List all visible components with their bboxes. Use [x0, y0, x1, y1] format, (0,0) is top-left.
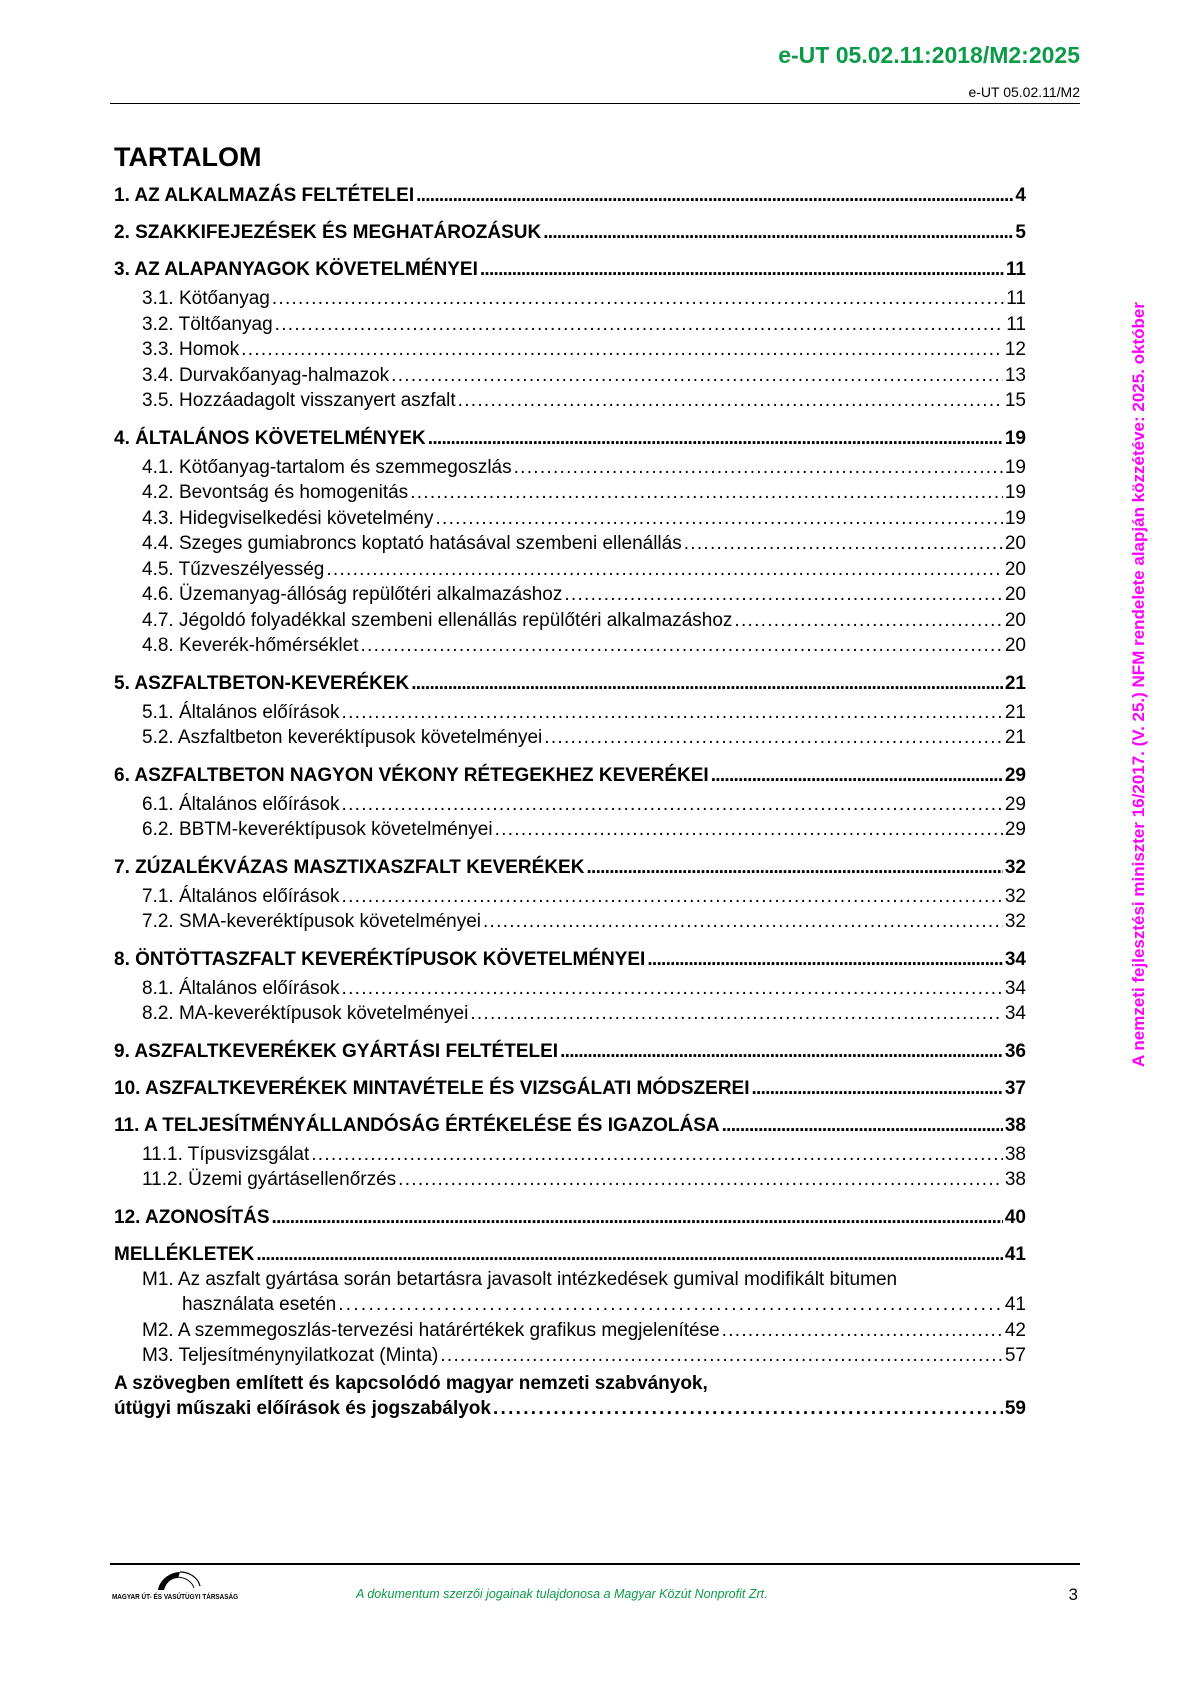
- table-of-contents: [114, 140, 1026, 1422]
- toc-entry-label: M3. Teljesítménynyilatkozat (Minta): [142, 1345, 439, 1366]
- dot-leader: [338, 1292, 1003, 1318]
- toc-entry-label: 6.2. BBTM-keveréktípusok követelményei: [142, 819, 493, 840]
- toc-entry-page: 11: [1005, 259, 1026, 280]
- toc-entry-page: 19: [1004, 482, 1026, 503]
- toc-subsection[interactable]: [114, 976, 1026, 1002]
- toc-subsection[interactable]: [114, 608, 1026, 634]
- dot-leader: [752, 1077, 1003, 1101]
- toc-subsection[interactable]: [114, 455, 1026, 481]
- toc-entry-label: 3.4. Durvakőanyag-halmazok: [142, 364, 390, 386]
- toc-subsection[interactable]: [114, 817, 1026, 843]
- toc-entry-label: 4.3. Hidegviselkedési követelmény: [142, 507, 434, 529]
- toc-entry-page: 20: [1004, 558, 1026, 580]
- dot-leader: [470, 1001, 1003, 1027]
- toc-annex-m1[interactable]: [114, 1267, 1026, 1318]
- toc-entry-page: 59: [1004, 1398, 1026, 1419]
- toc-entry-label: 4. ÁLTALÁNOS KÖVETELMÉNYEK: [114, 427, 426, 449]
- toc-entry-page: 32: [1004, 856, 1026, 878]
- toc-entry-label: 12. AZONOSÍTÁS: [114, 1206, 270, 1228]
- toc-entry-page: 38: [1004, 1114, 1026, 1136]
- toc-entry-label: 11. A TELJESÍTMÉNYÁLLANDÓSÁG ÉRTÉKELÉSE ÉS IGAZOLÁSA: [114, 1114, 720, 1136]
- toc-entry-label: 4.4. Szeges gumiabroncs koptató hatásával szembeni ellenállás: [142, 533, 682, 554]
- document-code: e-UT 05.02.11:2018/M2:2025: [778, 42, 1080, 68]
- dot-leader: [543, 221, 1013, 245]
- toc-entry-label: A szövegben említett és kapcsolódó magyar nemzeti szabványok,: [114, 1372, 708, 1394]
- dot-leader: [560, 1040, 1003, 1064]
- toc-entry-label: 11.2. Üzemi gyártásellenőrzés: [142, 1169, 397, 1190]
- toc-entry-label: 3.5. Hozzáadagolt visszanyert aszfalt: [142, 390, 456, 411]
- toc-entry-page: 15: [1004, 390, 1026, 411]
- toc-entry-page: 40: [1004, 1206, 1026, 1228]
- dot-leader: [342, 700, 1003, 726]
- dot-leader: [391, 363, 1003, 389]
- toc-entry-label: 3.2. Töltőanyag: [142, 313, 273, 335]
- dot-leader: [256, 1243, 1002, 1267]
- dot-leader: [342, 976, 1003, 1002]
- toc-entry-label: 5.2. Aszfaltbeton keveréktípusok követelményei: [142, 727, 543, 748]
- toc-entry-label: 4.7. Jégoldó folyadékkal szembeni ellenállás repülőtéri alkalmazáshoz: [142, 609, 733, 631]
- toc-entry-page: 34: [1004, 977, 1026, 999]
- toc-title: TARTALOM: [114, 142, 262, 172]
- toc-entry-page: 20: [1004, 533, 1026, 554]
- toc-entry-label: 11.1. Típusvizsgálat: [142, 1143, 310, 1165]
- toc-entry-page: 37: [1004, 1077, 1026, 1099]
- toc-entry-page: 29: [1004, 819, 1026, 840]
- toc-subsection[interactable]: [114, 1142, 1026, 1168]
- toc-subsection[interactable]: [114, 700, 1026, 726]
- toc-subsection[interactable]: [114, 909, 1026, 935]
- dot-leader: [241, 337, 1003, 363]
- toc-entry-label-cont: használata esetén: [182, 1294, 337, 1315]
- copyright-notice: A dokumentum szerzői jogainak tulajdonosa a Magyar Közút Nonprofit Zrt.: [356, 1587, 768, 1601]
- dot-leader: [272, 286, 1004, 312]
- document-subcode: e-UT 05.02.11/M2: [968, 84, 1080, 100]
- organization-logo: [112, 1568, 262, 1608]
- toc-entry-page: 34: [1004, 1003, 1026, 1024]
- toc-subsection[interactable]: [114, 1167, 1026, 1193]
- dot-leader: [722, 1114, 1003, 1138]
- toc-subsection[interactable]: [114, 725, 1026, 751]
- logo-swoosh-icon: [150, 1568, 210, 1592]
- toc-entry-label: 4.8. Keverék-hőmérséklet: [142, 635, 359, 656]
- toc-entry-label: 4.2. Bevontság és homogenitás: [142, 482, 409, 503]
- toc-subsection[interactable]: [114, 884, 1026, 910]
- toc-entry-page: 19: [1004, 427, 1026, 449]
- toc-entry-page: 21: [1004, 727, 1026, 748]
- toc-entry-label: 2. SZAKKIFEJEZÉSEK ÉS MEGHATÁROZÁSUK: [114, 222, 542, 243]
- toc-subsection[interactable]: [114, 792, 1026, 818]
- dot-leader: [493, 1396, 1003, 1422]
- toc-entry-page: 20: [1004, 635, 1026, 656]
- dot-leader: [722, 1318, 1003, 1344]
- dot-leader: [483, 909, 1003, 935]
- toc-subsection[interactable]: [114, 337, 1026, 363]
- toc-entry-page: 12: [1004, 339, 1026, 360]
- dot-leader: [311, 1142, 1003, 1168]
- page-number: 3: [1068, 1585, 1078, 1604]
- toc-subsection[interactable]: [114, 557, 1026, 583]
- toc-entry-page: 5: [1015, 222, 1026, 243]
- toc-entry-page: 19: [1004, 456, 1026, 478]
- toc-entry-page: 57: [1004, 1345, 1026, 1366]
- dot-leader: [684, 531, 1003, 557]
- toc-entry-label: 5. ASZFALTBETON-KEVERÉKEK: [114, 672, 410, 694]
- toc-entry-label: 7.2. SMA-keveréktípusok követelményei: [142, 911, 481, 932]
- toc-annexes[interactable]: [114, 1243, 1026, 1267]
- toc-entry-label: 6.1. Általános előírások: [142, 793, 340, 815]
- toc-section[interactable]: [114, 221, 1026, 245]
- dot-leader: [480, 258, 1004, 282]
- toc-subsection[interactable]: [114, 506, 1026, 532]
- toc-entry-page: 19: [1004, 507, 1026, 529]
- dot-leader: [544, 725, 1003, 751]
- toc-subsection[interactable]: [114, 388, 1026, 414]
- toc-entry-page: 34: [1004, 948, 1026, 970]
- publication-watermark: A nemzeti fejlesztési miniszter 16/2017. (V. 25.) NFM rendelete alapján közzétéve: 2025. október: [1129, 302, 1148, 1067]
- toc-entry-label: 10. ASZFALTKEVERÉKEK MINTAVÉTELE ÉS VIZSGÁLATI MÓDSZEREI: [114, 1077, 750, 1099]
- header-divider: [110, 103, 1080, 104]
- logo-text: MAGYAR ÚT- ÉS VASÚTÜGYI TÁRSASÁG: [112, 1592, 239, 1601]
- toc-entry-label: 8. ÖNTÖTTASZFALT KEVERÉKTÍPUSOK KÖVETELMÉNYEI: [114, 948, 646, 970]
- toc-subsection[interactable]: [114, 1001, 1026, 1027]
- toc-entry-label: 6. ASZFALTBETON NAGYON VÉKONY RÉTEGEKHEZ KEVERÉKEI: [114, 764, 709, 786]
- dot-leader: [342, 792, 1003, 818]
- dot-leader: [326, 557, 1003, 583]
- dot-leader: [361, 633, 1003, 659]
- toc-entries: [114, 184, 1026, 1230]
- toc-entry-label: 3. AZ ALAPANYAGOK KÖVETELMÉNYEI: [114, 259, 478, 280]
- dot-leader: [514, 455, 1003, 481]
- toc-entry-page: 38: [1004, 1143, 1026, 1165]
- toc-entry-label: 8.2. MA-keveréktípusok követelményei: [142, 1003, 469, 1024]
- toc-entry-label: 5.1. Általános előírások: [142, 701, 340, 723]
- toc-entry-page: 21: [1004, 701, 1026, 723]
- dot-leader: [275, 312, 1005, 338]
- dot-leader: [436, 506, 1003, 532]
- toc-entry-label: 8.1. Általános előírások: [142, 977, 340, 999]
- dot-leader: [586, 856, 1002, 880]
- toc-entry-label: 4.6. Üzemanyag-állóság repülőtéri alkalmazáshoz: [142, 584, 563, 605]
- toc-entry-page: 11: [1006, 313, 1026, 335]
- toc-subsection[interactable]: [114, 531, 1026, 557]
- toc-entry-page: 21: [1004, 672, 1026, 694]
- toc-entry-page: 13: [1004, 364, 1026, 386]
- toc-entry-label: M1. Az aszfalt gyártása során betartásra javasolt intézkedések gumival modifikált bitumen: [142, 1268, 898, 1290]
- toc-annex-m3[interactable]: [114, 1343, 1026, 1369]
- toc-entry-page: 41: [1004, 1243, 1026, 1265]
- toc-entry-page: 41: [1004, 1294, 1026, 1315]
- toc-entry-page: 4: [1015, 185, 1026, 206]
- toc-entry-page: 38: [1004, 1169, 1026, 1190]
- toc-subsection[interactable]: [114, 286, 1026, 312]
- toc-entry-page: 42: [1004, 1319, 1026, 1341]
- dot-leader: [564, 582, 1003, 608]
- toc-entry-label: M2. A szemmegoszlás-tervezési határértékek grafikus megjelenítése: [142, 1319, 720, 1341]
- toc-entry-page: 20: [1004, 584, 1026, 605]
- toc-entry-label: MELLÉKLETEK: [114, 1243, 255, 1265]
- toc-subsection[interactable]: [114, 582, 1026, 608]
- toc-entry-label: 1. AZ ALKALMAZÁS FELTÉTELEI: [114, 185, 415, 206]
- toc-entry-label: 7. ZÚZALÉKVÁZAS MASZTIXASZFALT KEVERÉKEK: [114, 856, 585, 878]
- toc-entry-label: 4.1. Kötőanyag-tartalom és szemmegoszlás: [142, 456, 512, 478]
- footer-divider: [110, 1563, 1080, 1565]
- toc-entry-label: 3.1. Kötőanyag: [142, 288, 270, 309]
- toc-references[interactable]: [114, 1371, 1026, 1422]
- toc-annex-m2[interactable]: [114, 1318, 1026, 1344]
- toc-entry-page: 29: [1004, 793, 1026, 815]
- toc-subsection[interactable]: [114, 363, 1026, 389]
- toc-entry-page: 36: [1004, 1040, 1026, 1062]
- toc-entry-label: 9. ASZFALTKEVERÉKEK GYÁRTÁSI FELTÉTELEI: [114, 1040, 559, 1062]
- dot-leader: [342, 884, 1003, 910]
- toc-entry-label: 7.1. Általános előírások: [142, 885, 340, 907]
- toc-section[interactable]: [114, 427, 1026, 451]
- toc-entry-page: 32: [1004, 911, 1026, 932]
- dot-leader: [711, 764, 1003, 788]
- dot-leader: [411, 672, 1003, 696]
- toc-section[interactable]: [114, 1114, 1026, 1138]
- dot-leader: [416, 184, 1013, 208]
- toc-entry-label: 3.3. Homok: [142, 339, 240, 360]
- dot-leader: [440, 1343, 1002, 1369]
- toc-section[interactable]: [114, 856, 1026, 880]
- dot-leader: [410, 480, 1003, 506]
- dot-leader: [428, 427, 1003, 451]
- toc-subsection[interactable]: [114, 312, 1026, 338]
- toc-subsection[interactable]: [114, 480, 1026, 506]
- toc-section[interactable]: [114, 1077, 1026, 1101]
- dot-leader: [398, 1167, 1003, 1193]
- dot-leader: [647, 948, 1003, 972]
- toc-entry-page: 20: [1004, 609, 1026, 631]
- toc-subsection[interactable]: [114, 633, 1026, 659]
- toc-entry-page: 11: [1006, 288, 1026, 309]
- toc-section[interactable]: [114, 948, 1026, 972]
- toc-entry-page: 29: [1004, 764, 1026, 786]
- toc-entry-label-cont: útügyi műszaki előírások és jogszabályok: [114, 1398, 491, 1419]
- toc-section[interactable]: [114, 764, 1026, 788]
- toc-section[interactable]: [114, 672, 1026, 696]
- toc-section[interactable]: [114, 184, 1026, 208]
- dot-leader: [272, 1206, 1003, 1230]
- dot-leader: [495, 817, 1003, 843]
- toc-section[interactable]: [114, 1206, 1026, 1230]
- dot-leader: [458, 388, 1003, 414]
- toc-section[interactable]: [114, 258, 1026, 282]
- toc-entry-page: 32: [1004, 885, 1026, 907]
- toc-section[interactable]: [114, 1040, 1026, 1064]
- toc-entry-label: 4.5. Tűzveszélyesség: [142, 558, 325, 580]
- dot-leader: [734, 608, 1002, 634]
